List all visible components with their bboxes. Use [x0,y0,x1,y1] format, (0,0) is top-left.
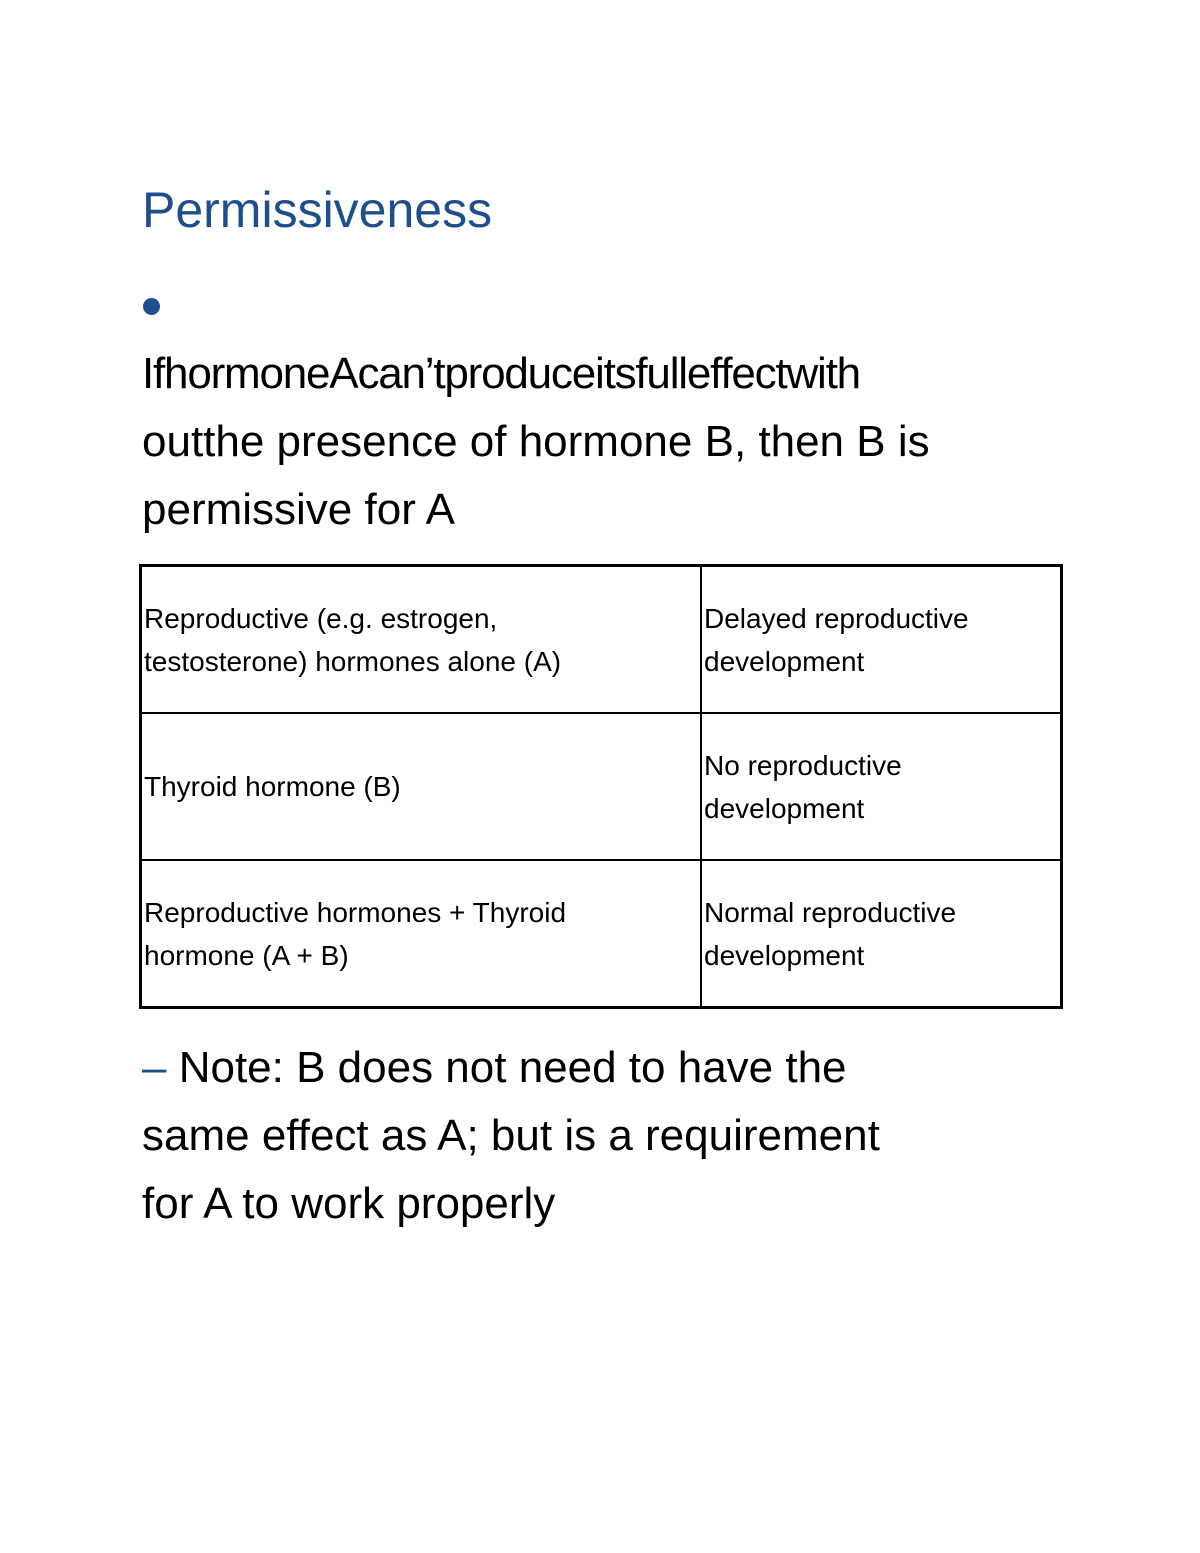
cell-text-line: Reproductive hormones + Thyroid [144,896,567,928]
table-cell-result [701,713,1062,860]
table-row [141,860,1062,1008]
cell-text-line: testosterone) hormones alone (A) [144,645,562,677]
cell-text-line: development [704,792,865,824]
table-cell-condition [141,713,702,860]
note-line [142,1034,1062,1102]
cell-text-line: hormone (A + B) [144,939,349,971]
note-text [142,1034,1062,1238]
table-cell-condition [141,860,702,1008]
page-title: Permissiveness [142,182,493,238]
bullet-text-line: permissive for A [142,485,455,534]
table-cell-condition [141,566,702,714]
cell-text-line: development [704,939,865,971]
table-row [141,713,1062,860]
cell-text-line: Normal reproductive [704,896,957,928]
bullet-text-line: outthe presence of hormone B, then B is [142,417,930,466]
cell-text-line: Delayed reproductive [704,602,969,634]
dash-icon: – [142,1043,167,1092]
cell-text-line: No reproductive [704,749,902,781]
bullet-text [142,340,1082,544]
cell-text-line: Reproductive (e.g. estrogen, [144,602,498,634]
cell-text-line: Thyroid hormone (B) [144,771,401,802]
cell-text-line: development [704,645,865,677]
table-row [141,566,1062,714]
table-cell-result [701,860,1062,1008]
hormone-effects-table [139,564,1063,1009]
bullet-icon [143,298,160,315]
table-cell-result [701,566,1062,714]
note-line: for A to work properly [142,1179,556,1228]
note-line-text: Note: B does not need to have the [166,1043,847,1092]
bullet-text-line: IfhormoneAcan’tproduceitsfulleffectwith [142,349,860,398]
note-line: same effect as A; but is a requirement [142,1111,880,1160]
